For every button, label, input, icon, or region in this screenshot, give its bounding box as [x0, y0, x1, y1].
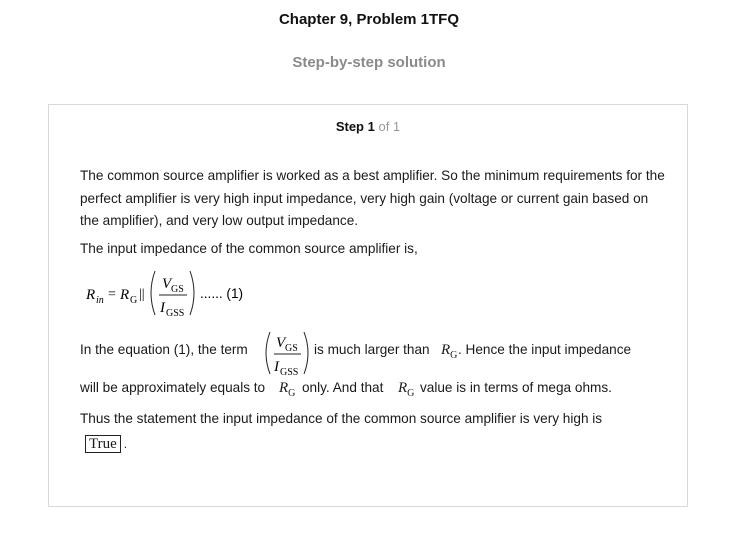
equation-1 [80, 267, 280, 323]
inline-fraction-term [261, 330, 311, 378]
step-header [49, 119, 687, 134]
page-title: Chapter 9, Problem 1TFQ [278, 11, 460, 28]
eq-num-sub: GS [171, 284, 184, 295]
paragraph-approx-start: will be approximately equals to [80, 380, 266, 395]
solution-subtitle: Step-by-step solution [292, 54, 446, 71]
step-count: of 1 [378, 119, 401, 134]
step-label: Step 1 [335, 119, 375, 134]
eq-left-paren [151, 271, 155, 315]
term-right-paren [304, 332, 308, 374]
answer-period: . [123, 437, 128, 451]
inline-rg-1: $R_G$ [441, 342, 458, 362]
paragraph-term-mid: is much larger than [314, 342, 430, 357]
eq-right-paren [190, 271, 194, 315]
solution-card [48, 104, 688, 507]
paragraph-term-end: . Hence the input impedance [458, 342, 632, 357]
term-num-var: V [276, 335, 286, 351]
eq-tag: ...... (1) [200, 286, 244, 301]
paragraph-approx-end: value is in terms of mega ohms. [420, 380, 612, 395]
eq-parallel: || [139, 287, 145, 302]
eq-rg-sub: G [130, 295, 138, 306]
paragraph-approx-mid: only. And that [302, 380, 384, 395]
term-left-paren [266, 332, 270, 374]
paragraph-impedance-intro: The input impedance of the common source amplifier is, [80, 241, 418, 256]
eq-den-var: I [160, 300, 165, 316]
eq-den-sub: GSS [166, 308, 185, 319]
eq-rg-var: R [120, 287, 130, 303]
eq-lhs-var: R [86, 287, 96, 303]
eq-lhs-sub: in [96, 295, 104, 306]
eq-num-var: V [162, 276, 172, 292]
inline-rg-3: $R_G$ [398, 380, 415, 400]
paragraph-intro: The common source amplifier is worked as a best amplifier. So the minimum requirements for the perfect amplifier is very high input impedance, very high gain (voltage or current gain based on the amplifier), and very low output impedance. [80, 168, 665, 228]
inline-rg-2: $R_G$ [279, 380, 296, 400]
paragraph-conclusion: Thus the statement the input impedance of the common source amplifier is very high is [80, 411, 603, 426]
term-den-sub: GSS [280, 367, 299, 378]
eq-equals: = [108, 287, 116, 302]
paragraph-term-start: In the equation (1), the term [80, 342, 248, 357]
term-den-var: I [274, 359, 279, 375]
answer-box: True [85, 435, 121, 453]
answer-line [85, 435, 127, 453]
term-num-sub: GS [285, 343, 298, 354]
